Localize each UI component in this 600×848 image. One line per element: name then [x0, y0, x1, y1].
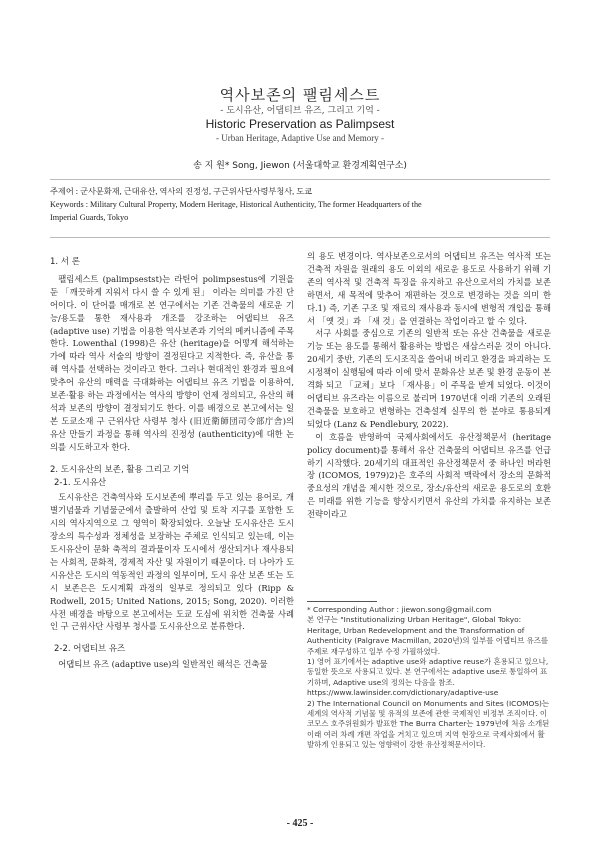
author-line: 송 지 원* Song, Jiewon (서울대학교 환경계획연구소) — [193, 161, 407, 171]
left-column — [50, 256, 294, 671]
adaptive-use-paragraph-cont: 의 용도 변경이다. 역사보존으로서의 어댑티브 유즈는 역사적 또는 건축적 자원을 원래의 용도 이외의 새로운 용도로 사용하기 위해 기존의 역사적 및 건축적 특징을 유지하고 유산으로서의 가치를 보존하면서, 새 목적에 맞추어 재편하는 것으로 변경하는 것을 의미 한다.1) 즉, 기존 구조 및 재료의 재사용과 동시에 변형적 개입을 통해서 「옛 것」과 「새 것」을 연결하는 작업이라고 할 수 있다. — [307, 251, 551, 326]
korean-subtitle: - 도시유산, 어댑티브 유즈, 그리고 기억 - — [220, 106, 380, 116]
subsection-heading-2-1: 2-1. 도시유산 — [54, 477, 107, 488]
english-title: Historic Preservation as Palimpsest — [205, 117, 395, 131]
korean-keywords: 주제어 : 군사문화재, 근대유산, 역사의 진정성, 구근위사단사령부청사, 도쿄 — [50, 187, 313, 196]
corresponding-author-note: * Corresponding Author : jiewon.song@gmail.com — [307, 605, 492, 614]
page-number: - 425 - — [286, 818, 314, 829]
english-subtitle: - Urban Heritage, Adaptive Use and Memory - — [216, 133, 384, 143]
footnote-2: 2) The International Council on Monuments and Sites (ICOMOS)는 세계의 역사적 기념물 및 유적의 보존에 관한 국제적인 비정부 조직이다. 이코모스 호주위원회가 발표한 The Burra Charter는 1979년에 처음 소개된 이래 여러 차례 개편 작업을 거치고 있으며 지역 현장으로 국제사회에서 활발하게 인용되고 있는 영향력이 강한 유산정책문서이다. — [307, 698, 550, 750]
korean-title: 역사보존의 팰림세스트 — [219, 86, 381, 104]
right-column — [307, 250, 551, 521]
western-context-paragraph: 서구 사회를 중심으로 기존의 일반적 또는 유산 건축물을 새로운 기능 또는 용도를 통해서 활용하는 방법은 새삼스러운 것이 아니다. 20세기 중반, 기존의 도시조직을 쓸어내 버리고 환경을 파괴하는 도시정책이 실행됨에 따라 이에 맞서 문화유산 보존 및 환경 운동이 본격화 되고 「교체」보다 「재사용」이 주목을 받게 되었다. 이것이 어댑티브 유즈라는 이름으로 불리며 1970년대 이래 기존의 오래된 건축물을 보호하고 변형하는 건축설계 실무의 한 분야로 통용되게 되었다 (Lanz & Pendlebury, 2022). — [307, 328, 551, 429]
footnote-divider — [307, 601, 377, 602]
source-note: 본 연구는 "Institutionalizing Urban Heritage", Global Tokyo: Heritage, Urban Redevelopment and the Transformation of Authenticity (Palgrave Macmillan, 2020년)의 일부를 어댑티브 유즈를 주제로 재구성하고 일부 수정 가필하였다. — [307, 615, 549, 656]
footnote-1-url: https://www.lawinsider.com/dictionary/adaptive-use — [307, 688, 499, 698]
keywords-block — [50, 185, 550, 224]
english-keywords-line1: Keywords : Military Cultural Property, Modern Heritage, Historical Authenticity, The former Headquarters of the — [50, 200, 422, 209]
urban-heritage-paragraph: 도시유산은 건축역사와 도시보존에 뿌리를 두고 있는 용어로, 개별기념물과 기념물군에서 출발하여 산업 및 토착 지구를 포함한 도시의 역사지역으로 그 영역이 확장되었다. 오늘날 도시유산은 도시장소의 특수성과 정체성을 보장하는 주체로 인식되고 있는데, 이는 도시유산이 문화 축적의 결과물이자 도시에서 생산되거나 재사용되는 사회적, 문화적, 경제적 자산 및 자원이기 때문이다. 더 나아가 도시유산은 도시의 역동적인 과정의 일부이며, 도시 유산 보존 또는 도시 보존은은 도시계획 과정의 일부로 정의되고 있다 (Ripp & Rodwell, 2015; United Nations, 2015; Song, 2020). 이러한 사전 배경을 바탕으로 본고에서는 도쿄 도심에 위치한 건축물 사례인 구 근위사단 사령부 청사를 도시유산으로 분류한다. — [50, 492, 294, 632]
footnote-1: 1) 영어 표기에서는 adaptive use와 adaptive reuse가 혼용되고 있으나, 동일한 뜻으로 사용되고 있다. 본 연구에서는 adaptive use로 통일하여 표기하며, Adaptive use의 정의는 다음을 참조. — [307, 657, 549, 687]
heritage-policy-paragraph: 이 흐름을 반영하여 국제사회에서도 유산정책문서 (heritage policy document)를 통해서 유산 건축물의 어댑티브 유즈를 언급하기 시작했다. 20세기의 대표적인 유산정책문서 중 하나인 버라헌장 (ICOMOS, 1979)2)은 호주의 사회적 맥락에서 장소의 문화적 중요성의 개념을 제시한 것으로, 장소/유산의 새로운 용도로의 호환은 미래를 위한 기능을 향상시키면서 유산의 가치를 유지하는 보존 전략이라고 — [307, 431, 551, 520]
subsection-heading-2-2: 2-2. 어댑티브 유즈 — [54, 644, 126, 655]
section-heading-intro: 1. 서 론 — [50, 257, 80, 267]
adaptive-use-paragraph-start: 어댑티브 유즈 (adaptive use)의 일반적인 해석은 건축물 — [58, 659, 268, 670]
section-heading-2: 2. 도시유산의 보존, 활용 그리고 기억 — [50, 464, 190, 475]
keywords-bottom-rule — [50, 237, 550, 238]
footnotes — [307, 601, 551, 751]
keywords-top-rule — [50, 179, 550, 180]
intro-paragraph: 팰림세스트 (palimpsestst)는 라틴어 polimpsestus에 기원을 둔 「깨끗하게 지워서 다시 쓸 수 있게 된」 이라는 의미를 가진 단어이다. 이 단어를 매개로 본 연구에서는 기존 건축물의 새로운 기능/용도를 통한 재사용과 개조를 강조하는 어댑티브 유즈 (adaptive use) 기법을 이용한 역사보존과 기억의 메커니즘에 주목한다. Lowenthal (1998)은 유산 (heritage)을 어떻게 해석하는가에 따라 역사 서술의 방향이 결정된다고 지적한다. 즉, 유산을 통해 역사를 선택하는 것이라고 한다. 그러나 현대적인 환경과 필요에 맞추어 유산의 매력을 극대화하는 어댑티브 유즈 기법을 이용하여, 보존·활용 하는 과정에서는 역사의 방향이 언제 정의되고, 유산의 해석과 보존의 방향이 결정되기도 한다. 이를 배경으로 본고에서는 일본 도쿄소재 구 근위사단 사령부 청사 (旧近衛師団司令部庁舎)의 유산 만들기 과정을 통해 역사의 진정성 (authenticity)에 대한 논의를 시도하고자 한다. — [50, 273, 294, 452]
english-keywords-line2: Imperial Guards, Tokyo — [50, 213, 129, 222]
